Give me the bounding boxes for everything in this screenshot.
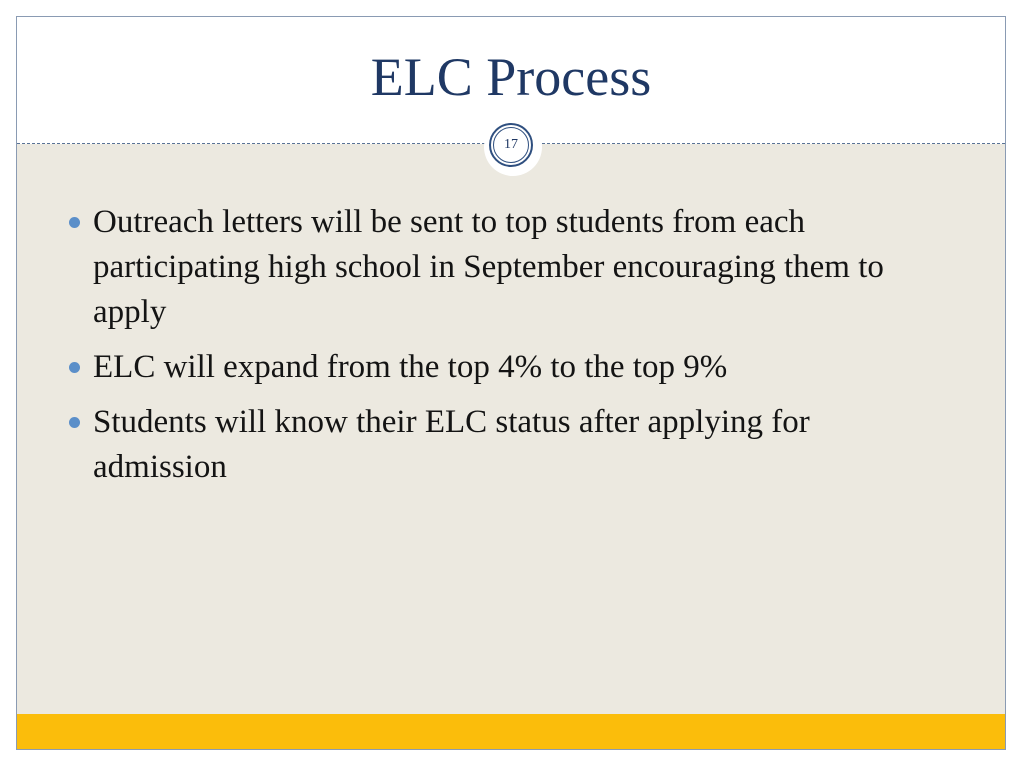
slide (16, 16, 1006, 750)
bullet-list (67, 200, 947, 500)
page-number-badge (489, 123, 533, 167)
bullet-item (67, 345, 947, 390)
bullet-item (67, 200, 947, 335)
bullet-text: ELC will expand from the top 4% to the top 9% (93, 349, 728, 385)
bullet-item (67, 400, 947, 490)
page-number: 17 (493, 127, 529, 163)
bullet-dot-icon (69, 417, 80, 428)
slide-title: ELC Process (370, 47, 652, 107)
bullet-dot-icon (69, 217, 80, 228)
footer-bar (17, 714, 1005, 749)
bullet-dot-icon (69, 362, 80, 373)
bullet-text: Students will know their ELC status after applying for admission (93, 404, 810, 485)
bullet-text: Outreach letters will be sent to top students from each participating high school in September encouraging them to apply (93, 204, 884, 330)
